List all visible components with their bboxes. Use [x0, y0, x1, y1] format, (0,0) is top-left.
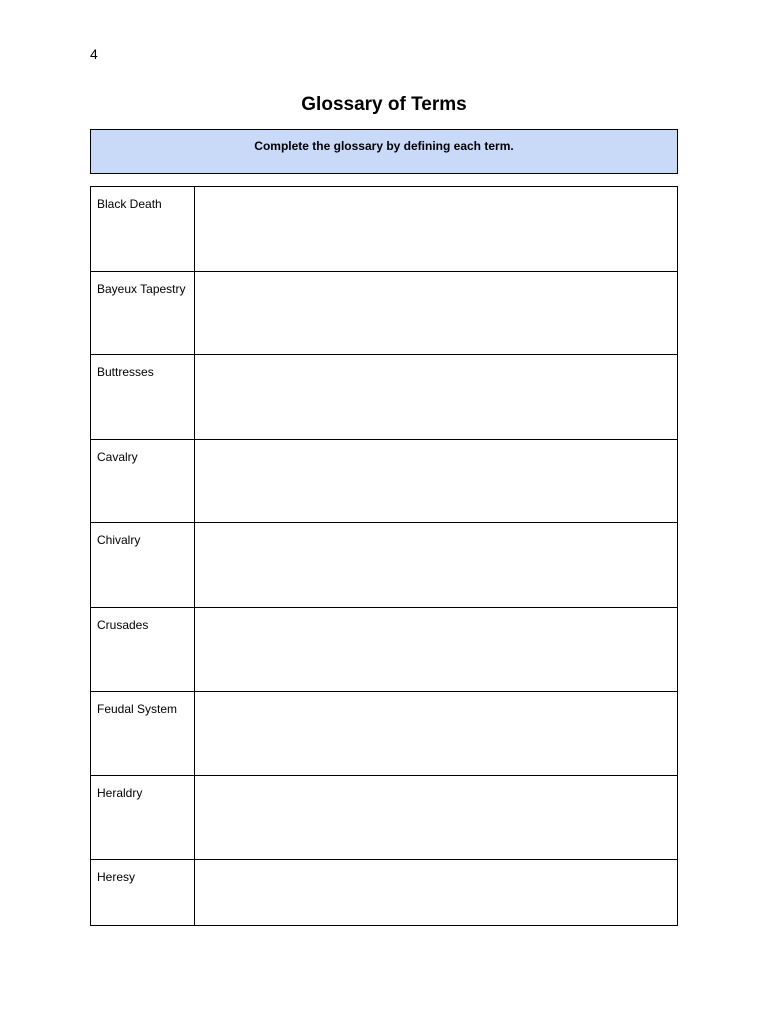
definition-cell[interactable] [195, 692, 678, 776]
term-cell: Cavalry [91, 440, 195, 523]
table-row [91, 860, 678, 926]
glossary-table [90, 186, 678, 926]
term-cell: Heraldry [91, 776, 195, 860]
table-row [91, 692, 678, 776]
table-row [91, 187, 678, 272]
term-cell: Chivalry [91, 523, 195, 608]
table-row [91, 272, 678, 355]
definition-cell[interactable] [195, 523, 678, 608]
definition-cell[interactable] [195, 440, 678, 523]
table-row [91, 776, 678, 860]
term-cell: Buttresses [91, 355, 195, 440]
term-cell: Crusades [91, 608, 195, 692]
definition-cell[interactable] [195, 355, 678, 440]
term-cell: Feudal System [91, 692, 195, 776]
term-cell: Heresy [91, 860, 195, 926]
page-title: Glossary of Terms [301, 94, 467, 115]
definition-cell[interactable] [195, 608, 678, 692]
table-row [91, 608, 678, 692]
table-row [91, 440, 678, 523]
definition-cell[interactable] [195, 187, 678, 272]
page-number: 4 [90, 46, 98, 62]
term-cell: Bayeux Tapestry [91, 272, 195, 355]
definition-cell[interactable] [195, 272, 678, 355]
instruction-box [90, 129, 678, 174]
instruction-text: Complete the glossary by defining each term. [254, 139, 514, 153]
table-row [91, 355, 678, 440]
table-row [91, 523, 678, 608]
term-cell: Black Death [91, 187, 195, 272]
definition-cell[interactable] [195, 860, 678, 926]
definition-cell[interactable] [195, 776, 678, 860]
